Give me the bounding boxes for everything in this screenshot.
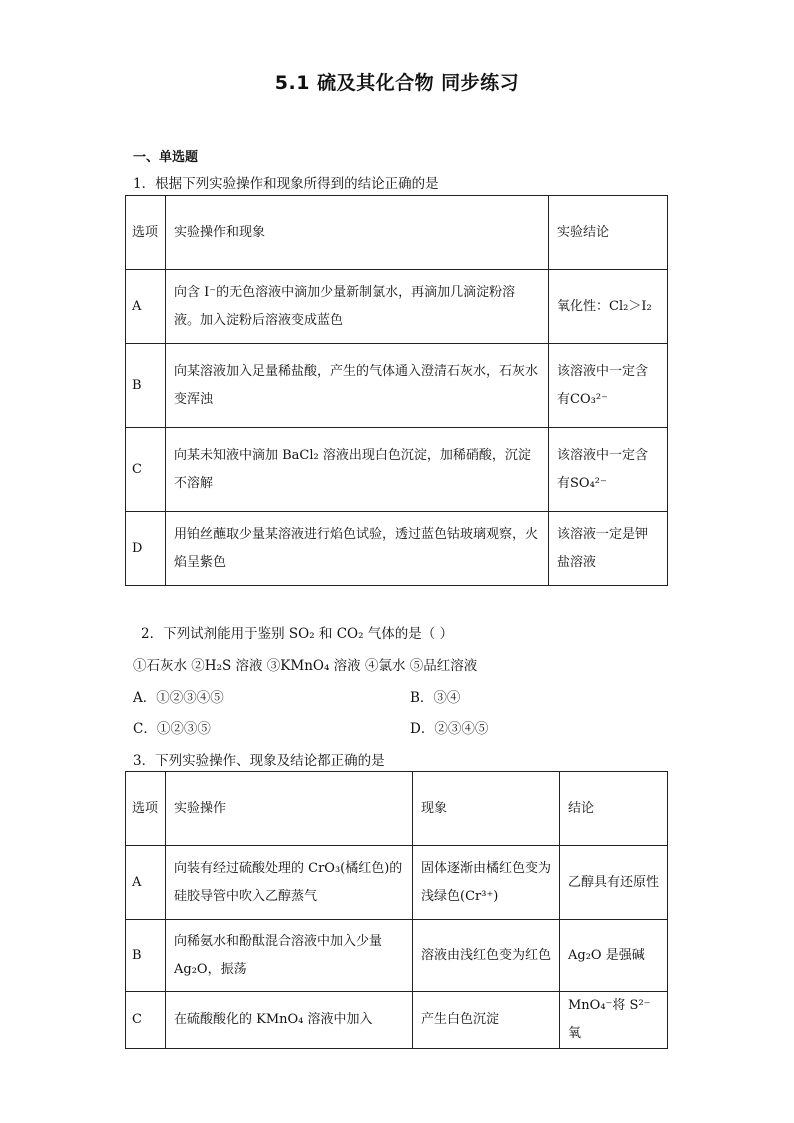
table-header-row <box>126 772 668 846</box>
row-option: C <box>126 428 166 512</box>
row-option: D <box>126 512 166 586</box>
table-row <box>126 992 668 1049</box>
row-conclusion: 该溶液一定是钾盐溶液 <box>549 512 668 586</box>
row-option: B <box>126 344 166 428</box>
row-phenomenon: 溶液由浅红色变为红色 <box>413 920 560 992</box>
table-row <box>126 270 668 344</box>
row-operation: 向含 I⁻的无色溶液中滴加少量新制氯水，再滴加几滴淀粉溶液。加入淀粉后溶液变成蓝色 <box>166 270 549 344</box>
table-row <box>126 846 668 920</box>
page-title: 5.1 硫及其化合物 同步练习 <box>274 72 520 94</box>
header-phenomenon: 现象 <box>413 772 560 846</box>
header-option: 选项 <box>126 196 166 270</box>
question-3-table <box>125 771 668 1049</box>
question-1-stem: 1．根据下列实验操作和现象所得到的结论正确的是 <box>133 176 439 192</box>
table-row <box>126 344 668 428</box>
question-3-stem: 3．下列实验操作、现象及结论都正确的是 <box>133 753 385 769</box>
header-conclusion: 结论 <box>560 772 668 846</box>
header-operation: 实验操作 <box>166 772 413 846</box>
row-option: C <box>126 992 166 1049</box>
question-2-stem: 2．下列试剂能用于鉴别 SO₂ 和 CO₂ 气体的是（ ） <box>141 626 454 642</box>
choice-b: B．③④ <box>410 690 461 706</box>
question-2-reagents: ①石灰水 ②H₂S 溶液 ③KMnO₄ 溶液 ④氯水 ⑤品红溶液 <box>133 658 478 674</box>
row-conclusion: MnO₄⁻将 S²⁻氧 <box>560 992 668 1049</box>
header-option: 选项 <box>126 772 166 846</box>
row-operation: 向某未知液中滴加 BaCl₂ 溶液出现白色沉淀，加稀硝酸，沉淀不溶解 <box>166 428 549 512</box>
row-conclusion: 该溶液中一定含有SO₄²⁻ <box>549 428 668 512</box>
header-conclusion: 实验结论 <box>549 196 668 270</box>
table-row <box>126 428 668 512</box>
row-operation: 向装有经过硫酸处理的 CrO₃(橘红色)的硅胶导管中吹入乙醇蒸气 <box>166 846 413 920</box>
row-option: A <box>126 846 166 920</box>
row-operation: 在硫酸酸化的 KMnO₄ 溶液中加入 <box>166 992 413 1049</box>
row-conclusion: 氧化性：Cl₂＞I₂ <box>549 270 668 344</box>
row-operation: 向稀氨水和酚酞混合溶液中加入少量 Ag₂O，振荡 <box>166 920 413 992</box>
row-conclusion: Ag₂O 是强碱 <box>560 920 668 992</box>
choice-d: D．②③④⑤ <box>410 721 489 737</box>
row-conclusion: 该溶液中一定含有CO₃²⁻ <box>549 344 668 428</box>
row-phenomenon: 固体逐渐由橘红色变为浅绿色(Cr³⁺) <box>413 846 560 920</box>
table-header-row <box>126 196 668 270</box>
row-option: A <box>126 270 166 344</box>
row-operation: 用铂丝蘸取少量某溶液进行焰色试验，透过蓝色钴玻璃观察，火焰呈紫色 <box>166 512 549 586</box>
header-operation: 实验操作和现象 <box>166 196 549 270</box>
table-row <box>126 920 668 992</box>
section-heading: 一、单选题 <box>133 150 199 165</box>
row-phenomenon: 产生白色沉淀 <box>413 992 560 1049</box>
table-row <box>126 512 668 586</box>
row-operation: 向某溶液加入足量稀盐酸，产生的气体通入澄清石灰水，石灰水变浑浊 <box>166 344 549 428</box>
question-1-table <box>125 195 668 586</box>
choice-a: A．①②③④⑤ <box>133 690 224 706</box>
row-conclusion: 乙醇具有还原性 <box>560 846 668 920</box>
choice-c: C．①②③⑤ <box>133 721 211 737</box>
row-option: B <box>126 920 166 992</box>
